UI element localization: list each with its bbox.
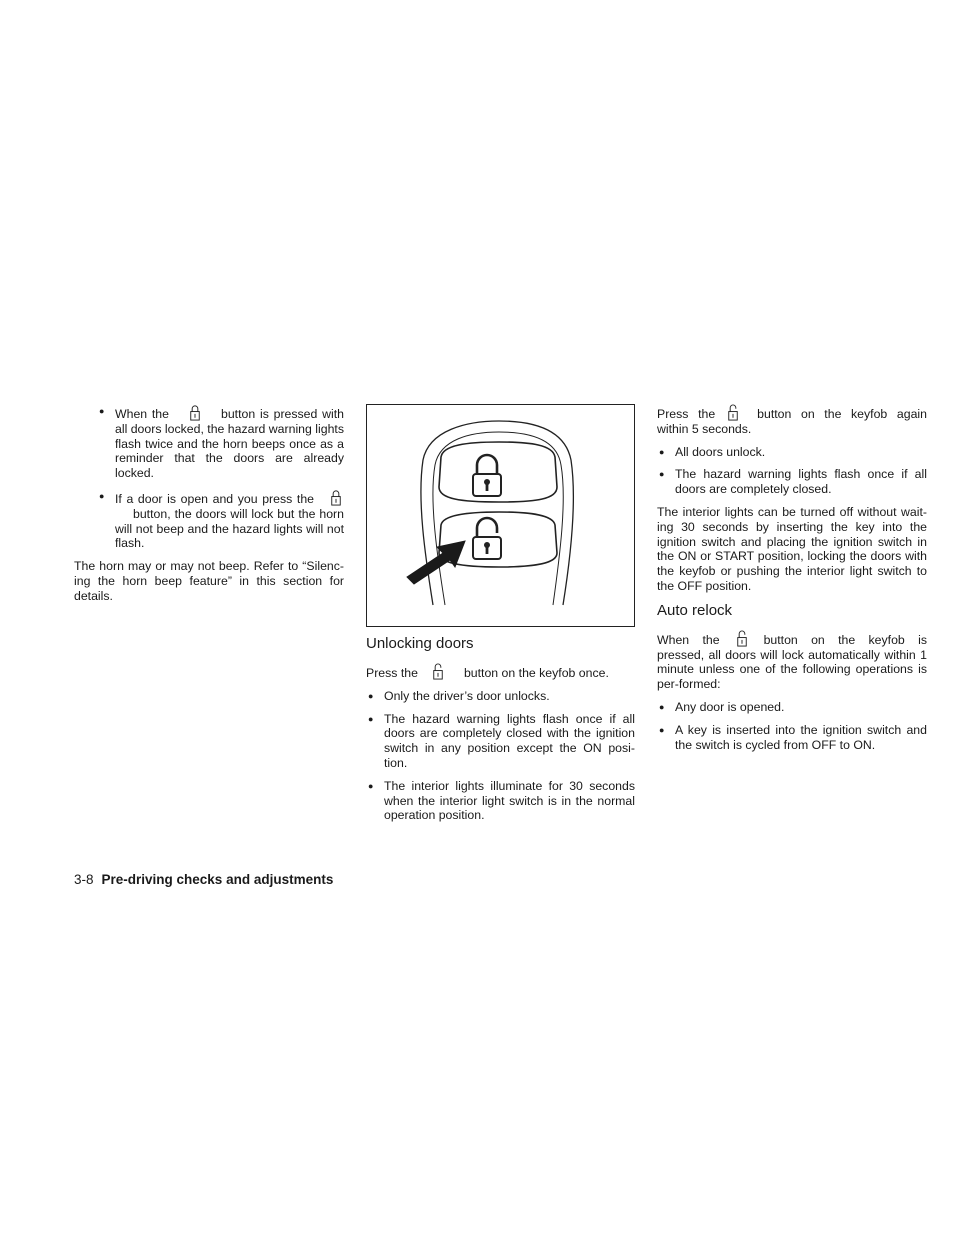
column-middle (366, 404, 635, 831)
unlock-all-bullet-list (657, 445, 927, 497)
unlock-icon (473, 518, 501, 559)
lock-icon (189, 404, 201, 421)
list-item: ● The hazard warning lights flash once if all doors are completely closed with the ignition switch in any position except the ON posi-tion. (366, 712, 635, 771)
auto-relock-bullet-list (657, 700, 927, 752)
section-title: Pre-driving checks and adjustments (101, 872, 334, 887)
list-item: ● All doors unlock. (657, 445, 927, 460)
section-heading-unlocking-doors: Unlocking doors (366, 635, 474, 652)
arrow-icon (407, 541, 465, 584)
page-footer (74, 872, 333, 887)
unlock-icon (736, 630, 748, 647)
list-item: ● A key is inserted into the ignition switch and the switch is cycled from OFF to ON. (657, 723, 927, 753)
lock-icon (330, 489, 342, 506)
unlock-bullet-list (366, 689, 635, 823)
column-left (74, 404, 344, 612)
unlock-icon (727, 404, 739, 421)
keyfob-drawing (367, 405, 634, 626)
auto-relock-intro: When the button on the keyfob is pressed, all doors will lock automatically within 1 minute unless one of the following operations is per-formed: (657, 630, 927, 692)
column-right (657, 404, 927, 760)
horn-note: The horn may or may not beep. Refer to “Silenc-ing the horn beep feature” in this section for details. (74, 559, 344, 603)
keyfob-illustration (366, 404, 635, 627)
page-number: 3-8 (74, 872, 94, 887)
lock-bullet-list (74, 404, 344, 551)
unlock-intro: Press the button on the keyfob once. (366, 663, 635, 681)
keyfob-inner-edge (433, 432, 563, 605)
list-item: ● When the button is pressed with all doors locked, the hazard warning lights flash twice and the horn beeps once as a reminder that the doors are already locked. (74, 404, 344, 481)
unlock-icon (432, 663, 444, 680)
interior-lights-note: The interior lights can be turned off without wait-ing 30 seconds by inserting the key into the ignition switch and placing the ignition switch in the ON or START position, locking the doors with the keyfob or pushing the interior light switch to the OFF position. (657, 504, 927, 593)
list-item: ● Only the driver’s door unlocks. (366, 689, 635, 704)
lock-icon (473, 455, 501, 496)
section-heading-auto-relock: Auto relock (657, 601, 733, 619)
list-item: ● Any door is opened. (657, 700, 927, 715)
list-item: ● If a door is open and you press thebutton, the doors will lock but the horn will not beep and the hazard lights will not flash. (74, 489, 344, 551)
unlock-again-intro: Press the button on the keyfob again within 5 seconds. (657, 404, 927, 437)
list-item: ● The hazard warning lights flash once if all doors are completely closed. (657, 467, 927, 497)
list-item: ● The interior lights illuminate for 30 seconds when the interior light switch is in the normal operation position. (366, 779, 635, 823)
